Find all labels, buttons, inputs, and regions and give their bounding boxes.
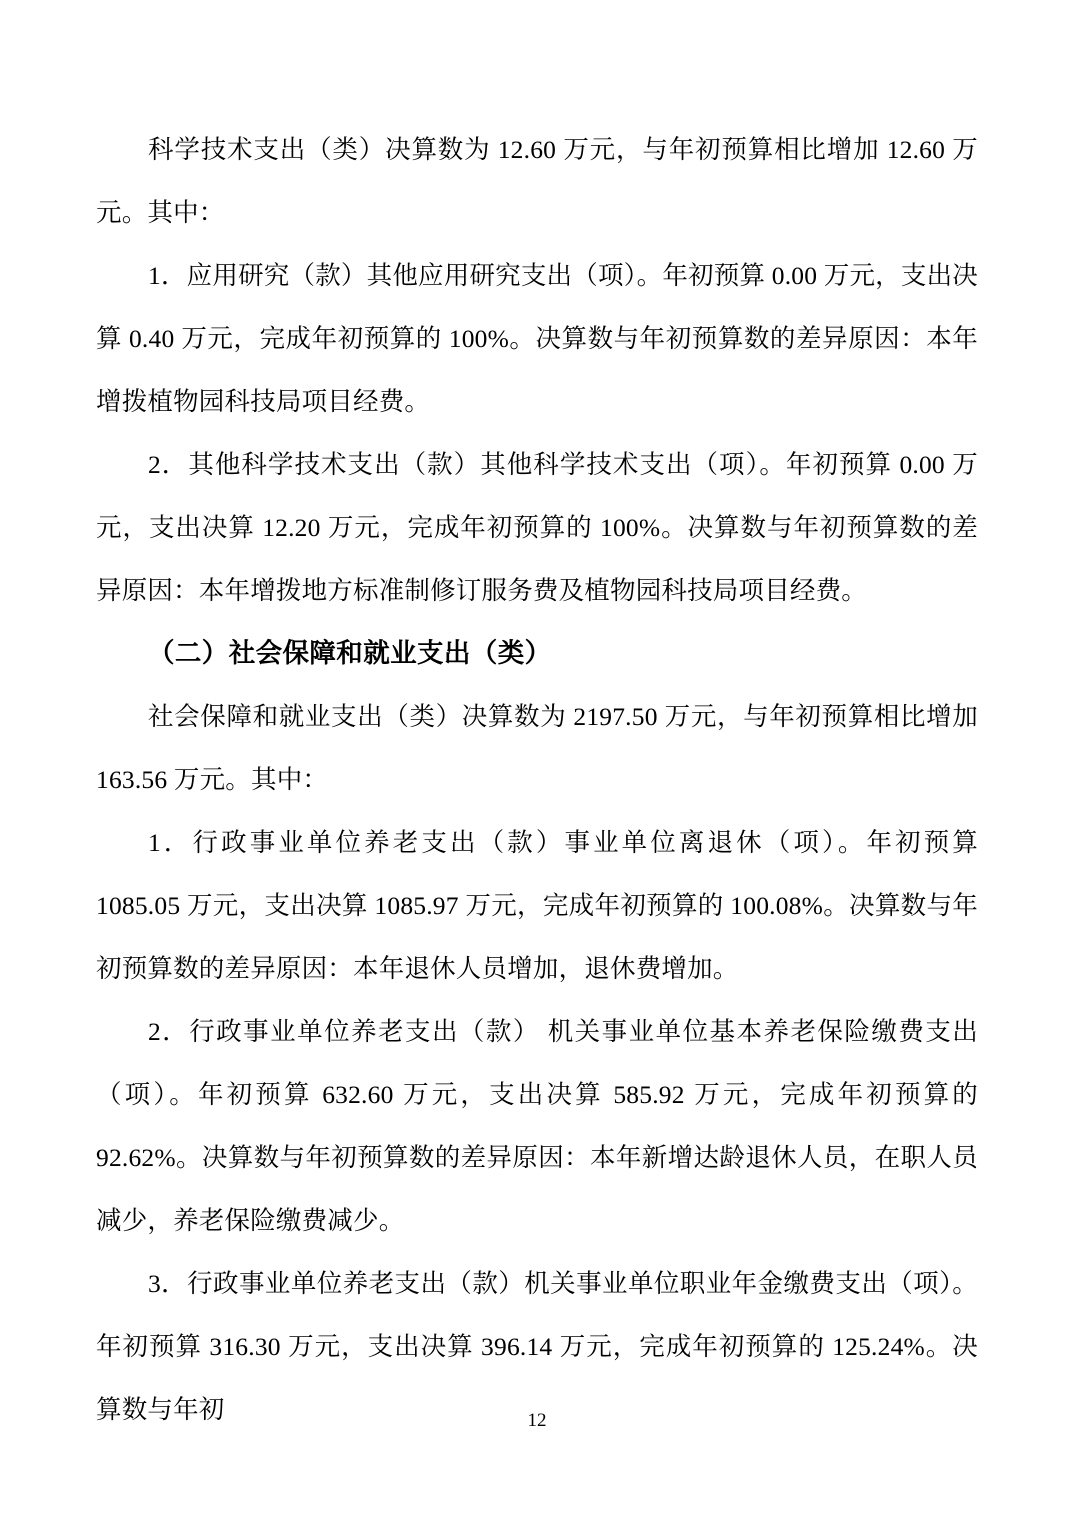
section-heading-social-security: （二）社会保障和就业支出（类） [148,638,552,668]
paragraph-applied-research: 1．应用研究（款）其他应用研究支出（项）。年初预算 0.00 万元，支出决算 0.40 万元，完成年初预算的 100%。决算数与年初预算数的差异原因：本年增拨植物园科技局项目经费。 [96,261,978,416]
paragraph-social-security-overview: 社会保障和就业支出（类）决算数为 2197.50 万元，与年初预算相比增加 163.56 万元。其中： [96,702,978,794]
paragraph-occupational-annuity: 3．行政事业单位养老支出（款）机关事业单位职业年金缴费支出（项）。年初预算 316.30 万元，支出决算 396.14 万元，完成年初预算的 125.24%。决算数与年初 [96,1269,978,1424]
paragraph-other-science-tech: 2．其他科学技术支出（款）其他科学技术支出（项）。年初预算 0.00 万元，支出决算 12.20 万元，完成年初预算的 100%。决算数与年初预算数的差异原因：本年增拨地方标准制修订服务费及植物园科技局项目经费。 [96,450,978,605]
paragraph-basic-pension-insurance: 2．行政事业单位养老支出（款） 机关事业单位基本养老保险缴费支出 （项）。年初预算 632.60 万元，支出决算 585.92 万元，完成年初预算的 92.62%。决算数与年初预算数的差异原因：本年新增达龄退休人员，在职人员减少，养老保险缴费减少。 [96,1017,978,1235]
paragraph-institution-retirement: 1．行政事业单位养老支出（款）事业单位离退休（项）。年初预算 1085.05 万元，支出决算 1085.97 万元，完成年初预算的 100.08%。决算数与年初预算数的差异原因：本年退休人员增加，退休费增加。 [96,828,978,983]
paragraph-science-tech-overview: 科学技术支出（类）决算数为 12.60 万元，与年初预算相比增加 12.60 万元。其中： [96,135,978,227]
page-number: 12 [527,1410,547,1431]
